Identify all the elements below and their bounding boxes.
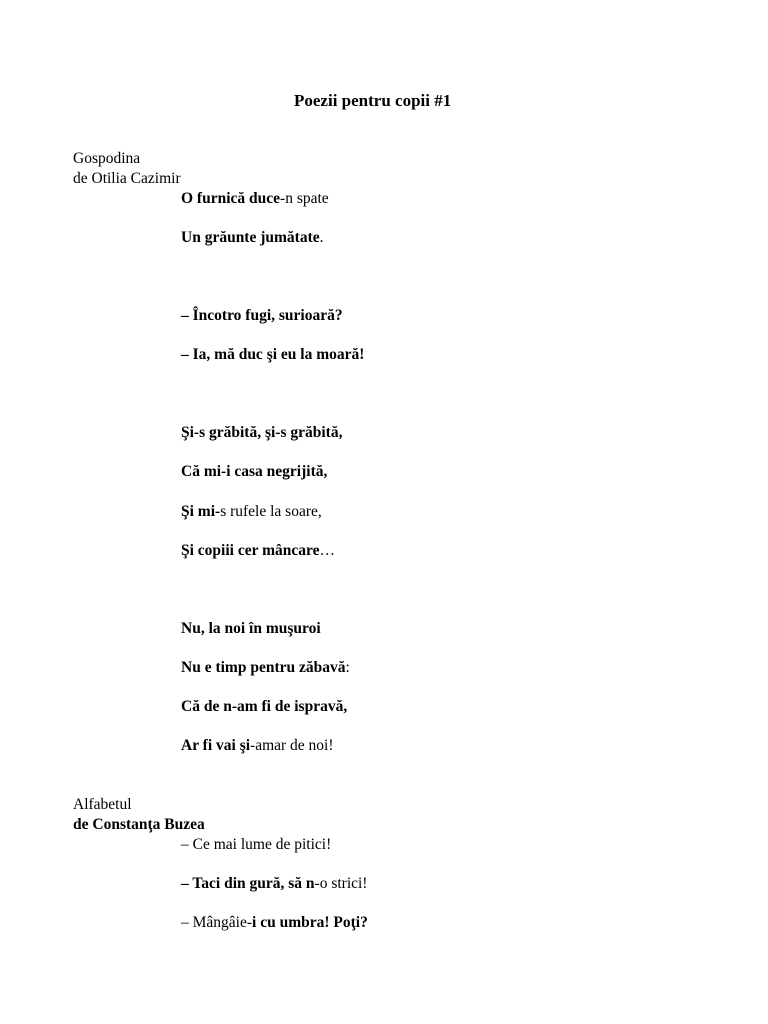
poem-line xyxy=(181,543,335,559)
poem-line xyxy=(181,915,368,931)
poem-line xyxy=(181,837,331,853)
line-segment: -amar de noi! xyxy=(250,737,334,754)
line-segment: – Mângâie- xyxy=(181,914,253,931)
poem-line xyxy=(181,738,334,754)
line-segment: . xyxy=(319,229,324,246)
line-segment: Nu, la noi în muşuroi xyxy=(181,620,321,637)
line-segment: … xyxy=(319,542,335,559)
line-segment: Şi mi- xyxy=(181,503,221,520)
poem-line xyxy=(181,660,350,676)
line-segment: s rufele la soare, xyxy=(220,503,322,520)
poem-author: de Otilia Cazimir xyxy=(73,170,181,187)
line-segment: -o strici! xyxy=(314,875,368,892)
poem-line xyxy=(181,308,343,324)
poem-author: de Constanţa Buzea xyxy=(73,816,205,833)
poem-line xyxy=(181,621,321,637)
line-segment: Că de n-am fi de ispravă, xyxy=(181,698,348,715)
line-segment: – Ce mai lume de pitici! xyxy=(181,836,332,853)
line-segment: i cu umbra! Poţi? xyxy=(252,914,368,931)
poem-line xyxy=(181,191,329,207)
line-segment: Că mi-i casa negrijită, xyxy=(181,463,328,480)
poem-line xyxy=(181,347,364,363)
poem-line xyxy=(181,464,327,480)
line-segment: O furnică duce xyxy=(181,190,281,207)
line-segment: Şi copiii cer mâncare xyxy=(181,542,320,559)
line-segment: – Încotro fugi, surioară? xyxy=(181,307,343,324)
poem-line xyxy=(181,504,322,520)
line-segment: : xyxy=(345,659,350,676)
line-segment: Un grăunte jumătate xyxy=(181,229,320,246)
line-segment: Şi-s grăbită, şi-s grăbită, xyxy=(181,424,343,441)
poem-title: Alfabetul xyxy=(73,796,132,813)
poem-line xyxy=(181,876,367,892)
line-segment: Nu e timp pentru zăbavă xyxy=(181,659,346,676)
line-segment: -n spate xyxy=(280,190,329,207)
line-segment: – Ia, mă duc şi eu la moară! xyxy=(181,346,365,363)
poem-line xyxy=(181,230,324,246)
line-segment: Ar fi vai şi xyxy=(181,737,251,754)
poem-title: Gospodina xyxy=(73,150,141,167)
poem-line xyxy=(181,425,342,441)
poem-line xyxy=(181,699,347,715)
line-segment: – Taci din gură, să n xyxy=(181,875,315,892)
document-title: Poezii pentru copii #1 xyxy=(294,91,452,110)
